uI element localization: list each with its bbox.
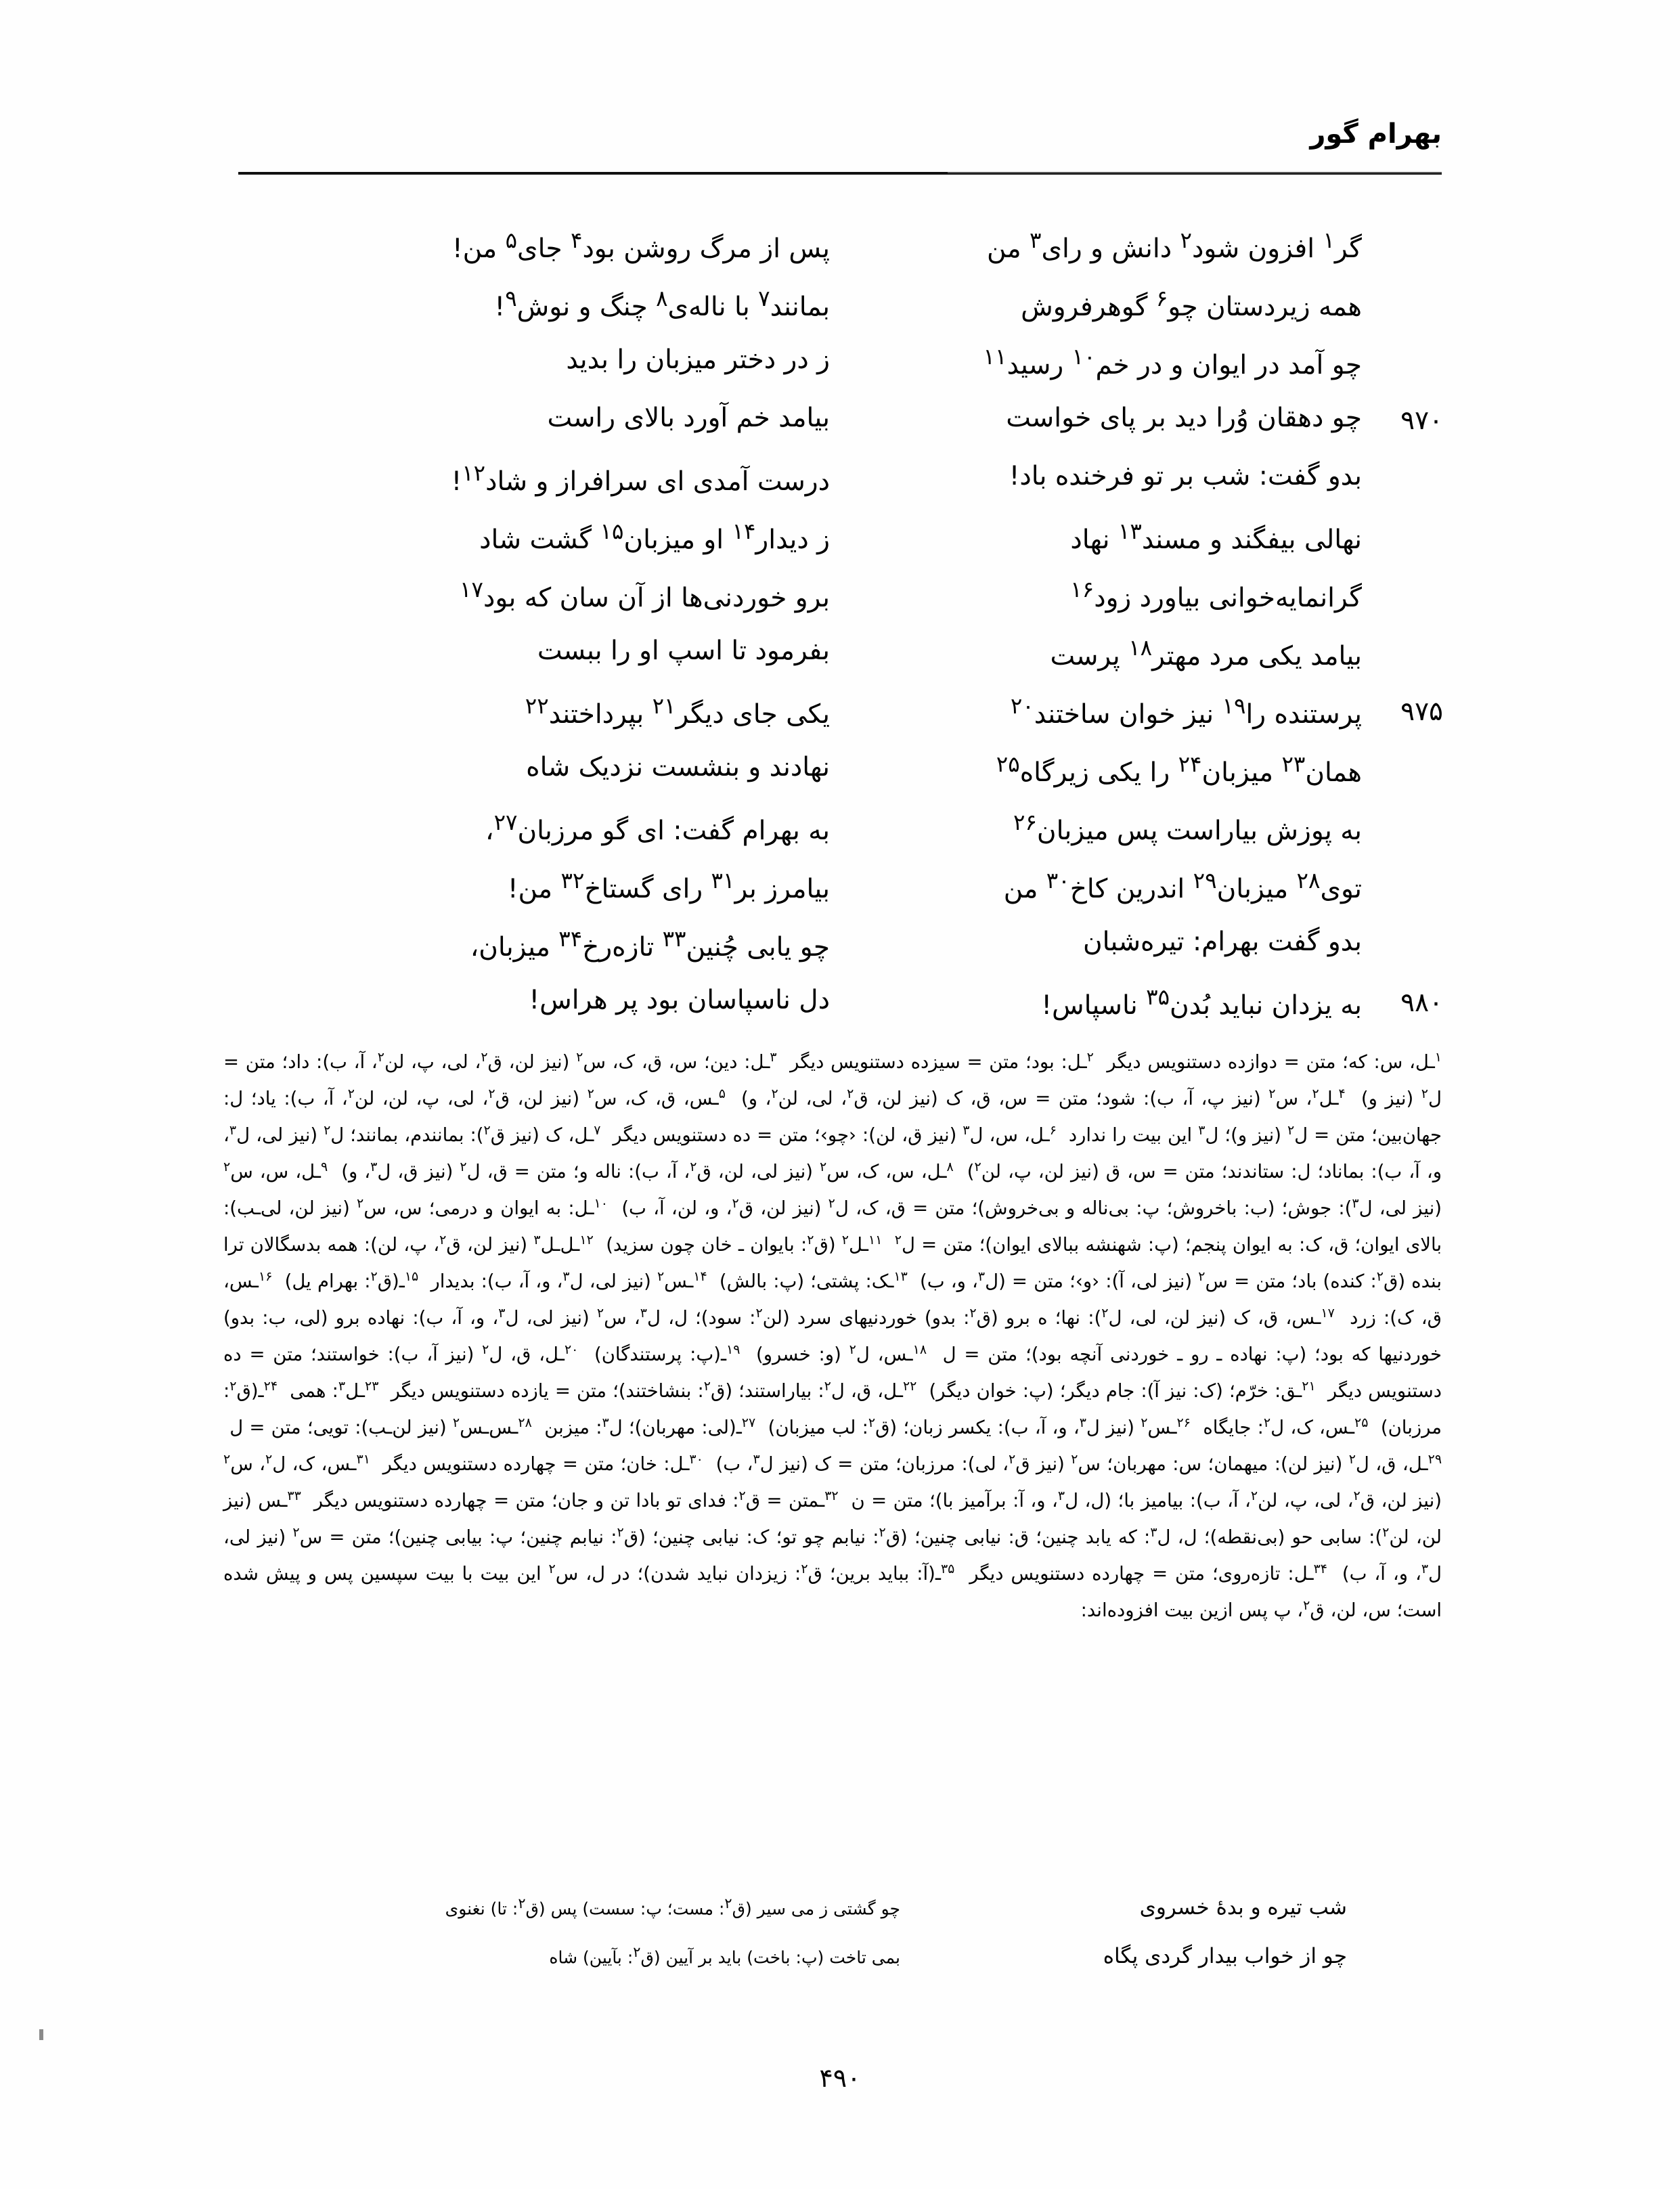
hemistich-second: دل ناسپاسان بود پر هراس! [529,985,830,1015]
verse-row [230,340,1442,398]
critical-apparatus [223,1044,1442,1629]
appendix-couplets [223,1895,1442,1993]
hemistich-first: چو دهقان وُرا دید بر پای خواست [1006,403,1362,433]
verse-row [230,689,1442,747]
hemistich-second: چو یابی چُنین$^{۳۳}$ تازه‌رخ$^{۳۴}$ میزبان، [470,926,830,963]
hemistich-second: بمانند$^۷$ با ناله‌ی$^۸$ چنگ و نوش$^۹$! [494,286,830,322]
hemistich-second: بفرمود تا اسپ او را ببست [537,636,830,666]
hemistich-first: همه زیردستان چو$^۶$ گوهرفروش [1021,286,1362,322]
verse-row [230,456,1442,514]
bayt-number: ۹۸۰ [1400,988,1443,1018]
verse-row [230,864,1442,922]
hemistich-second: درست آمدی ای سرافراز و شاد$^{۱۲}$! [451,460,830,497]
hemistich-first: نهالی بیفگند و مسند$^{۱۳}$ نهاد [1070,518,1362,555]
hemistich-first: پرستنده را$^{۱۹}$ نیز خوان ساختند$^{۲۰}$ [1010,693,1362,730]
verse-row [230,747,1442,805]
running-head: بهرام گور [1310,118,1442,150]
hemistich-second: یکی جای دیگر$^{۲۱}$ بپرداختند$^{۲۲}$ [525,693,830,730]
hemistich-second: نهادند و بنشست نزدیک شاه [526,752,830,782]
hemistich-second: ز دیدار$^{۱۴}$ او میزبان$^{۱۵}$ گشت شاد [479,518,830,555]
verse-row [230,514,1442,573]
hemistich-second: بیامرز بر$^{۳۱}$ رای گستاخ$^{۳۲}$ من! [507,868,830,904]
hemistich-first: به یزدان نباید بُدن$^{۳۵}$ ناسپاس! [1041,984,1362,1021]
header-rule-thin [948,172,1442,173]
hemistich-first: بدو گفت بهرام: تیره‌شبان [1083,927,1362,957]
appendix-hemistich-first: چو از خواب بیدار گردی پگاه [1103,1944,1347,1968]
hemistich-first: به پوزش بیاراست پس میزبان$^{۲۶}$ [1013,810,1362,846]
verse-row [230,805,1442,864]
verse-row [230,282,1442,340]
hemistich-first: توی$^{۲۸}$ میزبان$^{۲۹}$ اندرین کاخ$^{۳۰}$ من [1003,868,1362,904]
verse-row [230,398,1442,456]
hemistich-first: گرانمایه‌خوانی بیاورد زود$^{۱۶}$ [1070,577,1362,613]
hemistich-first: بیامد یکی مرد مهتر$^{۱۸}$ پرست [1050,635,1362,671]
hemistich-first: گر$^۱$ افزون شود$^۲$ دانش و رای$^۳$ من [987,227,1362,264]
hemistich-second: بیامد خم آورد بالای راست [547,403,830,433]
verse-row [230,223,1442,282]
hemistich-second: برو خوردنی‌ها از آن سان که بود$^{۱۷}$ [460,577,830,613]
bayt-number: ۹۷۵ [1400,696,1443,727]
appendix-verse-row [223,1895,1442,1944]
appendix-verse-row [223,1944,1442,1993]
hemistich-first: همان$^{۲۳}$ میزبان$^{۲۴}$ را یکی زیرگاه$^{۲۵}$ [996,751,1362,788]
verse-row [230,922,1442,980]
bayt-number: ۹۷۰ [1400,405,1443,436]
verse-row [230,573,1442,631]
page-header [238,119,1442,184]
appendix-hemistich-second: چو گشتی ز می سیر (ق$^۲$: مست؛ پ: سست) پس (ق$^۲$: تا) نغنوی [445,1895,900,1919]
hemistich-second: ز در دختر میزبان را بدید [566,345,830,375]
folio-number: ۴۹۰ [819,2063,861,2093]
hemistich-second: به بهرام گفت: ای گو مرزبان$^{۲۷}$، [485,810,830,846]
appendix-hemistich-first: شب تیره و بدهٔ خسروی [1139,1895,1347,1920]
verse-row [230,980,1442,1038]
page-speck [39,2029,43,2040]
hemistich-first: بدو گفت: شب بر تو فرخنده باد! [1009,461,1362,491]
verse-row [230,631,1442,689]
apparatus-paragraph: $^۱$ـل، س: که؛ متن = دوازده دستنویس دیگر $^۲$ـل: بود؛ متن = سیزده دستنویس دیگر $^۳$ـل: دین؛ س، ق، ک، س$^۲$ (نیز لن، ق$^۲$، لی، پ، لن$^۲$، آ، ب): داد؛ متن = ل$^۲$ (نیز و) $^۴$ـل$^۲$، س$^۲$ (نیز پ، آ، ب): شود؛ متن = س، ق، ک (نیز لن، ق$^۲$، لی، لن$^۲$، و) $^۵$ـس، ق، ک، س$^۲$ (نیز لن، ق$^۲$، لی، پ، لن، لن$^۲$، آ، ب): یاد؛ ل: جهان‌بین؛ متن = ل$^۲$ (نیز و)؛ ل$^۳$ این بیت را ندارد $^۶$ـل، س، ل$^۳$ (نیز ق، لن): ‹چو›؛ متن = ده دستنویس دیگر $^۷$ـل، ک (نیز ق$^۲$): بمانندم، بمانند؛ ل$^۲$ (نیز لی، ل$^۳$، و، آ، ب): بماناد؛ ل: ستاندند؛ متن = س، ق (نیز لن، پ، لن$^۲$) $^۸$ـل، س، ک، س$^۲$ (نیز لی، لن، ق$^۲$، آ، ب): ناله و؛ متن = ق، ل$^۲$ (نیز ق، ل$^۳$، و) $^۹$ـل، س، س$^۲$ (نیز لی، ل$^۳$): جوش؛ (ب: باخروش؛ پ: بی‌ناله و بی‌خروش)؛ متن = ق، ک، ل$^۲$ (نیز لن، ق$^۲$، و، لن، آ، ب) $^{۱۰}$ـل: به ایوان و درمی؛ س، س$^۲$ (نیز لن، لی‌ـب): بالای ایوان؛ ق، ک: به ایوان پنجم؛ (پ: شهنشه ببالای ایوان)؛ متن = ل$^۲$ $^{۱۱}$ـل$^۲$ (ق$^۲$: بایوان ـ خان چون سزید) $^{۱۲}$ـل‌ـل$^۳$ (نیز لن، ق$^۲$، پ، لن): همه بدسگالان ترا بنده (ق$^۲$: کنده) باد؛ متن = س$^۲$ (نیز لی، آ): ‹و›؛ متن = (ل$^۳$، و، ب) $^{۱۳}$ـک: پشتی؛ (پ: بالش) $^{۱۴}$ـس$^۲$ (نیز لی، ل$^۳$، و، آ، ب): بدیدار $^{۱۵}$ـ(ق$^۲$: بهرام یل) $^{۱۶}$ـس، ق، ک): زرد $^{۱۷}$ـس، ق، ک (نیز لن، لی، ل$^۲$): نها؛ ه برو (ق$^۲$: بدو) خوردنیهای سرد (لن$^۲$: سود)؛ ل، ل$^۳$، س$^۲$ (نیز لی، ل$^۳$، و، آ، ب): نهاده برو (لی، ب: بدو) خوردنیها که بود؛ (پ: نهاده ـ رو ـ خوردنی آنچه بود)؛ متن = ل $^{۱۸}$ـس، ل$^۲$ (و: خسرو) $^{۱۹}$ـ(پ: پرستندگان) $^{۲۰}$ـل، ق، ل$^۲$ (نیز آ، ب): خواستند؛ متن = ده دستنویس دیگر $^{۲۱}$ـق: خرّم؛ (ک: نیز آ): جام دیگر؛ (پ: خوان دیگر) $^{۲۲}$ـل، ق، ل$^۲$: بیاراستند؛ (ق$^۲$: بنشاختند)؛ متن = یازده دستنویس دیگر $^{۲۳}$ـل$^۳$: همی $^{۲۴}$ـ(ق$^۲$: مرزبان) $^{۲۵}$ـس، ک، ل$^۲$: جایگاه $^{۲۶}$ـس$^۲$ (نیز ل$^۳$، و، آ، ب): یکسر زبان؛ (ق$^۲$: لب میزبان) $^{۲۷}$ـ(لی: مهربان)؛ ل$^۳$: میزبن $^{۲۸}$ـس‌ـس$^۲$ (نیز لن‌ـب): تویی؛ متن = ل $^{۲۹}$ـل، ق، ل$^۲$ (نیز لن): میهمان؛ س: مهربان؛ س$^۲$ (نیز ق$^۲$، لی): مرزبان؛ متن = ک (نیز ل$^۳$، ب) $^{۳۰}$ـل: خان؛ متن = چهارده دستنویس دیگر $^{۳۱}$ـس، ک، ل$^۲$، س$^۲$ (نیز لن، ق$^۲$، لی، پ، لن$^۲$، آ، ب): بیامیز با؛ (ل، ل$^۳$، و، آ: برآمیز با)؛ متن = ن $^{۳۲}$ـمتن = ق$^۲$: فدای تو بادا تن و جان؛ متن = چهارده دستنویس دیگر $^{۳۳}$ـس (نیز لن، لن$^۲$): سابی حو (بی‌نقطه)؛ ل، ل$^۳$: که یابد چنین؛ ق: نیابی چنین؛ (ق$^۲$: نیابم چو تو؛ ک: نیابی چنین؛ (ق$^۲$: نیابم چنین؛ پ: بیابی چنین)؛ متن = س$^۲$ (نیز لی، ل$^۳$، و، آ، ب) $^{۳۴}$ـل: تازه‌روی؛ متن = چهارده دستنویس دیگر $^{۳۵}$ـ(آ: بباید برین؛ ق$^۲$: زیزدان نباید شدن)؛ در ل، س$^۲$ این بیت با بیت سپسین پس و پیش شده است؛ س، لن، ق$^۲$، پ پس ازین بیت افزوده‌اند: [223,1049,1442,1621]
hemistich-first: چو آمد در ایوان و در خم$^{۱۰}$ رسید$^{۱۱}$ [983,344,1362,380]
hemistich-second: پس از مرگ روشن بود$^۴$ جای$^۵$ من! [451,227,830,264]
appendix-hemistich-second: بمی تاخت (پ: باخت) باید بر آیین (ق$^۲$: بآیین) شاه [549,1944,900,1968]
verse-block [230,223,1442,1038]
